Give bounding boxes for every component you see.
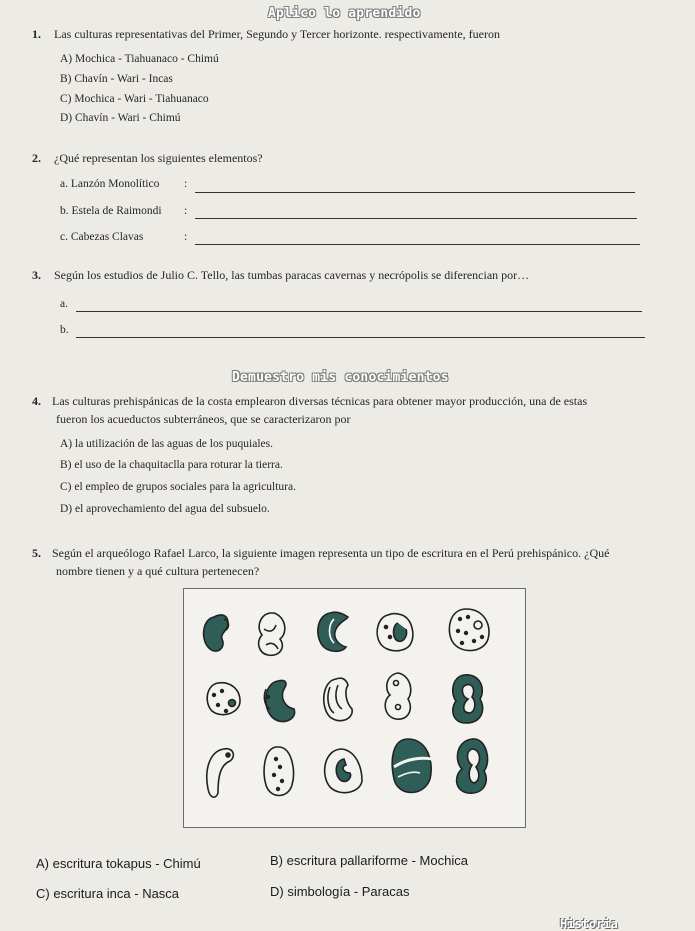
- q3-item-a-answer-line[interactable]: [76, 311, 642, 312]
- question-2: [32, 151, 263, 166]
- section-title-aplico: Aplico lo aprendido: [268, 6, 421, 21]
- question-3-number: 3.: [32, 268, 41, 282]
- q2-item-b-label: b. Estela de Raimondi: [60, 205, 162, 217]
- question-3-text: Según los estudios de Julio C. Tello, las tumbas paracas cavernas y necrópolis se diferencian por…: [54, 268, 530, 282]
- pallariform-glyphs-image: [183, 588, 526, 828]
- q2-item-b-answer-line[interactable]: [195, 218, 637, 219]
- question-1-text: Las culturas representativas del Primer, Segundo y Tercer horizonte. respectivamente, fueron: [54, 27, 500, 41]
- question-4-number: 4.: [32, 394, 41, 408]
- question-5-number: 5.: [32, 546, 41, 560]
- q4-option-d[interactable]: D) el aprovechamiento del agua del subsuelo.: [60, 503, 270, 515]
- q4-option-a[interactable]: A) la utilización de las aguas de los puquiales.: [60, 438, 274, 450]
- q1-option-c[interactable]: C) Mochica - Wari - Tiahuanaco: [60, 93, 209, 105]
- q3-item-b-label: b.: [60, 324, 69, 336]
- question-2-text: ¿Qué representan los siguientes elementos?: [54, 151, 263, 165]
- question-5-text-line1: Según el arqueólogo Rafael Larco, la siguiente imagen representa un tipo de escritura en el Perú prehispánico. ¿Qué: [52, 546, 610, 560]
- question-4: [32, 394, 587, 409]
- glyph-14: [392, 739, 432, 793]
- glyph-12: [264, 747, 293, 796]
- glyph-2: [259, 613, 285, 655]
- q2-item-c-colon: :: [184, 231, 188, 243]
- glyph-3: [318, 612, 348, 651]
- q3-item-b-answer-line[interactable]: [76, 337, 645, 338]
- glyph-4: [377, 614, 413, 651]
- q3-item-a-label: a.: [60, 298, 68, 310]
- question-4-text-line2: fueron los acueductos subterráneos, que se caracterizaron por: [56, 412, 351, 426]
- glyph-9: [385, 673, 411, 719]
- question-1: [32, 27, 500, 42]
- q2-item-a-colon: :: [184, 178, 188, 190]
- q4-option-b[interactable]: B) el uso de la chaquitaclla para roturar la tierra.: [60, 459, 283, 471]
- glyph-15: [457, 739, 488, 793]
- footer-subject-label: Historia: [560, 917, 618, 931]
- q5-option-c[interactable]: C) escritura inca - Nasca: [36, 886, 180, 901]
- glyph-6: [207, 683, 240, 715]
- question-5: [32, 546, 609, 561]
- section-title-demuestro: Demuestro mis conocimientos: [232, 370, 449, 385]
- glyph-7: [264, 680, 294, 721]
- q2-item-a-answer-line[interactable]: [195, 192, 635, 193]
- q2-item-b-colon: :: [184, 205, 188, 217]
- question-4-text-line1: Las culturas prehispánicas de la costa emplearon diversas técnicas para obtener mayor producción, una de estas: [52, 394, 588, 408]
- q1-option-d[interactable]: D) Chavín - Wari - Chimú: [60, 112, 181, 124]
- question-1-number: 1.: [32, 27, 41, 41]
- q5-option-b[interactable]: B) escritura pallariforme - Mochica: [270, 853, 468, 868]
- q2-item-c-label: c. Cabezas Clavas: [60, 231, 144, 243]
- q2-item-a-label: a. Lanzón Monolítico: [60, 178, 160, 190]
- glyph-1: [204, 615, 229, 651]
- question-3: [32, 268, 529, 283]
- q1-option-b[interactable]: B) Chavín - Wari - Incas: [60, 73, 173, 85]
- q2-item-c-answer-line[interactable]: [195, 244, 640, 245]
- glyph-5: [449, 609, 489, 651]
- pallariform-glyphs-svg: [184, 589, 525, 827]
- q4-option-c[interactable]: C) el empleo de grupos sociales para la agricultura.: [60, 481, 296, 493]
- glyph-13: [325, 749, 362, 793]
- q1-option-a[interactable]: A) Mochica - Tiahuanaco - Chimú: [60, 53, 219, 65]
- glyph-11: [207, 749, 234, 797]
- glyph-8: [324, 678, 352, 720]
- q5-option-d[interactable]: D) simbología - Paracas: [270, 884, 410, 899]
- q5-option-a[interactable]: A) escritura tokapus - Chimú: [36, 856, 201, 871]
- question-2-number: 2.: [32, 151, 41, 165]
- glyph-10: [453, 675, 483, 723]
- question-5-text-line2: nombre tienen y a qué cultura pertenecen?: [56, 564, 260, 578]
